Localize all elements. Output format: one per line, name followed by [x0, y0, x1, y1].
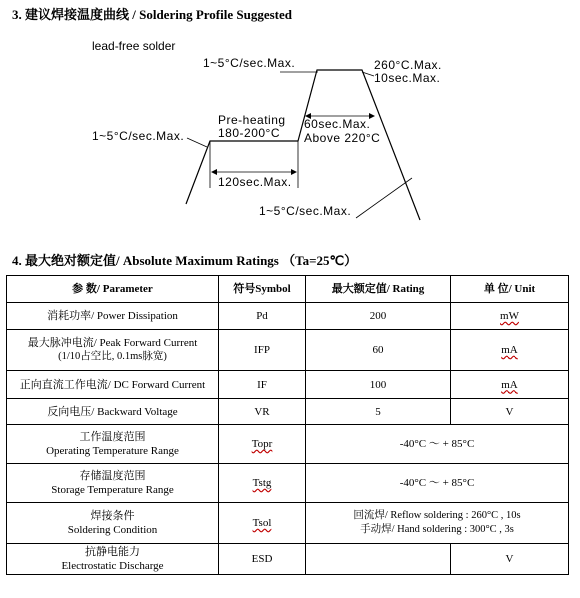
column-header-parameter: 参 数/ Parameter	[7, 276, 219, 303]
rating-cell: -40°C ～ + 85°C	[306, 464, 569, 503]
symbol-value: Tsol	[252, 517, 272, 529]
rating-cell	[306, 544, 451, 575]
peak-time-label: 10sec.Max.	[374, 71, 441, 85]
preheat-label: Pre-heating	[218, 113, 286, 127]
symbol-cell	[219, 425, 306, 464]
unit-cell: V	[451, 399, 569, 425]
above-temp-label: Above 220°C	[304, 131, 381, 145]
unit-cell: V	[451, 544, 569, 575]
absolute-max-ratings-table	[6, 275, 569, 575]
section-4-heading: 4. 最大绝对额定值/ Absolute Maximum Ratings （Ta=25℃）	[12, 253, 358, 268]
above-time-label: 60sec.Max.	[304, 117, 371, 131]
table-row	[7, 503, 569, 544]
symbol-cell: IF	[219, 371, 306, 399]
ramp-top-label: 1~5°C/sec.Max.	[203, 56, 296, 70]
param-line-1: 最大脉冲电流/ Peak Forward Current	[27, 337, 198, 349]
symbol-value: Topr	[251, 438, 273, 450]
ramp-left-label: 1~5°C/sec.Max.	[92, 129, 185, 143]
param-line-1: 焊接条件	[90, 510, 135, 522]
unit-value: mA	[501, 378, 518, 391]
preheat-arrowhead-right	[291, 169, 297, 175]
param-cell	[7, 503, 219, 544]
param-cell	[7, 425, 219, 464]
symbol-cell	[219, 464, 306, 503]
symbol-cell	[219, 503, 306, 544]
symbol-cell: ESD	[219, 544, 306, 575]
param-line-2: Storage Temperature Range	[51, 484, 174, 496]
param-cell	[7, 544, 219, 575]
rating-cell: 5	[306, 399, 451, 425]
param-line-2: (1/10占空比, 0.1ms脉宽)	[58, 351, 167, 362]
symbol-cell: VR	[219, 399, 306, 425]
table-row	[7, 330, 569, 371]
symbol-cell: Pd	[219, 303, 306, 330]
section-3-heading: 3. 建议焊接温度曲线 / Soldering Profile Suggested	[12, 7, 292, 22]
rating-cell	[306, 503, 569, 544]
param-line-1: 抗静电能力	[85, 546, 140, 558]
peak-temp-label: 260°C.Max.	[374, 58, 442, 72]
table-row	[7, 425, 569, 464]
rating-cell: 100	[306, 371, 451, 399]
table-row	[7, 303, 569, 330]
unit-cell	[451, 330, 569, 371]
rating-cell: 200	[306, 303, 451, 330]
table-row	[7, 544, 569, 575]
ramp-left-leader	[187, 138, 207, 147]
rating-line-2: 手动焊/ Hand soldering : 300°C , 3s	[360, 524, 514, 535]
unit-value: mW	[500, 310, 519, 322]
preheat-range-label: 180-200°C	[218, 126, 281, 140]
rating-cell: 60	[306, 330, 451, 371]
symbol-cell: IFP	[219, 330, 306, 371]
table-row	[7, 399, 569, 425]
param-line-2: Electrostatic Discharge	[61, 560, 164, 572]
param-line-2: Operating Temperature Range	[46, 445, 179, 457]
column-header-rating: 最大额定值/ Rating	[306, 276, 451, 303]
rating-cell: -40°C ～ + 85°C	[306, 425, 569, 464]
lead-free-label: lead-free solder	[92, 39, 176, 53]
param-cell: 反向电压/ Backward Voltage	[7, 399, 219, 425]
table-header-row	[7, 276, 569, 303]
ramp-down-label: 1~5°C/sec.Max.	[259, 204, 352, 218]
ramp-down-leader	[356, 178, 412, 218]
column-header-unit: 单 位/ Unit	[451, 276, 569, 303]
param-cell	[7, 464, 219, 503]
param-cell: 正向直流工作电流/ DC Forward Current	[7, 371, 219, 399]
param-cell: 消耗功率/ Power Dissipation	[7, 303, 219, 330]
param-line-2: Soldering Condition	[67, 524, 158, 536]
preheat-arrowhead-left	[211, 169, 217, 175]
table-row	[7, 464, 569, 503]
param-line-1: 工作温度范围	[79, 431, 146, 443]
param-cell	[7, 330, 219, 371]
param-line-1: 存储温度范围	[79, 470, 146, 482]
unit-cell	[451, 371, 569, 399]
preheat-time-label: 120sec.Max.	[218, 175, 292, 189]
rating-line-1: 回流焊/ Reflow soldering : 260°C , 10s	[353, 510, 521, 521]
column-header-symbol: 符号Symbol	[219, 276, 306, 303]
unit-value: mA	[501, 344, 518, 356]
symbol-value: Tstg	[252, 477, 272, 489]
unit-cell	[451, 303, 569, 330]
table-row	[7, 371, 569, 399]
soldering-profile-diagram	[0, 0, 580, 245]
